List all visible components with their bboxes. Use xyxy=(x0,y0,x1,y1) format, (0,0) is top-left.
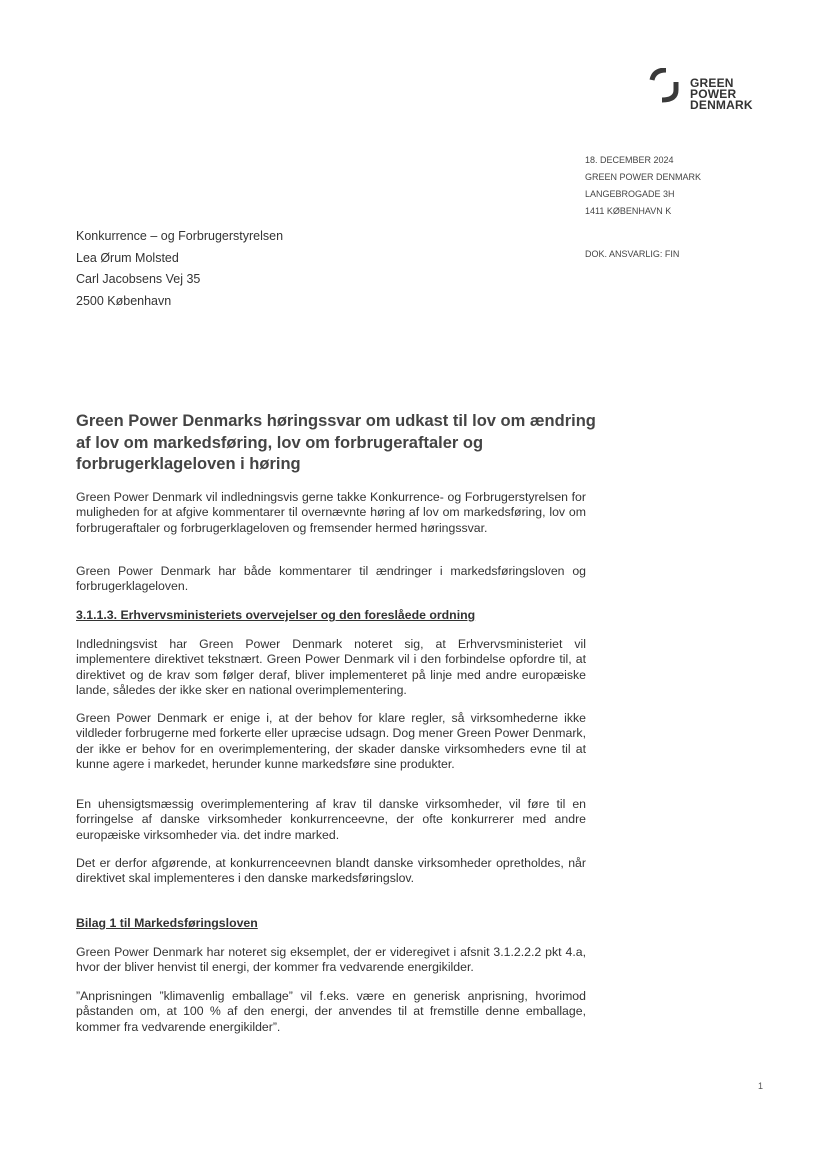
logo-wordmark xyxy=(690,78,753,111)
paragraph-example: Green Power Denmark har noteret sig eksemplet, der er videregivet i afsnit 3.1.2.2.2 pkt 4.a, hvor der bliver henvist til energi, der kommer fra vedvarende energikilder. xyxy=(76,945,586,975)
logo-line-1: GREEN xyxy=(690,76,734,90)
logo-mark-icon xyxy=(648,68,684,104)
paragraph-comments: Green Power Denmark har både kommentarer til ændringer i markedsføringsloven og forbrugerklageloven. xyxy=(76,564,586,594)
paragraph-competitiveness: En uhensigtsmæssig overimplementering af krav til danske virksomheder, vil føre til en forringelse af danske virksomheder konkurrenceevne, der ofte konkurrerer med andre europæiske virksomheder via. det indre marked. xyxy=(76,797,586,842)
sender-block xyxy=(585,152,701,220)
document-title: Green Power Denmarks høringssvar om udkast til lov om ændring af lov om markedsføring, lov om forbrugeraftaler og forbrugerklageloven i høring xyxy=(76,412,596,473)
recipient-street: Carl Jacobsens Vej 35 xyxy=(76,272,201,286)
section-heading-bilag-1: Bilag 1 til Markedsføringsloven xyxy=(76,916,258,930)
letter-date: 18. DECEMBER 2024 xyxy=(585,155,674,165)
paragraph-clear-rules: Green Power Denmark er enige i, at der behov for klare regler, så virksomhederne ikke vildleder forbrugerne med forkerte eller upræcise udsagn. Dog mener Green Power Denmark, der ikke er behov for en overimplementering, der skader danske virksomheders evne til at kunne agere i markedet, herunder kunne markedsføre sine produkter. xyxy=(76,711,586,771)
paragraph-conclusion: Det er derfor afgørende, at konkurrenceevnen blandt danske virksomheder opretholdes, når direktivet skal implementeres i den danske markedsføringslov. xyxy=(76,856,586,886)
page-number: 1 xyxy=(758,1081,764,1091)
recipient-city: 2500 København xyxy=(76,293,172,308)
paragraph-intro: Green Power Denmark vil indledningsvis gerne takke Konkurrence- og Forbrugerstyrelsen for muligheden for at afgive kommentarer til overnævnte høring af lov om markedsføring, lov om forbrugeraftaler og forbrugerklageloven og fremsender hermed høringssvar. xyxy=(76,490,586,535)
section-heading-3-1-1-3: 3.1.1.3. Erhvervsministeriets overvejelser og den foreslåede ordning xyxy=(76,608,476,622)
sender-street: LANGEBROGADE 3H xyxy=(585,189,675,199)
green-power-denmark-logo xyxy=(648,68,768,118)
sender-org: GREEN POWER DENMARK xyxy=(585,172,702,182)
recipient-name: Lea Ørum Molsted xyxy=(76,250,179,265)
recipient-org: Konkurrence – og Forbrugerstyrelsen xyxy=(76,229,284,243)
recipient-block xyxy=(76,226,283,312)
doc-responsible: DOK. ANSVARLIG: FIN xyxy=(585,249,680,259)
logo-line-3: DENMARK xyxy=(690,98,753,112)
sender-city: 1411 KØBENHAVN K xyxy=(585,206,672,216)
logo-line-2: POWER xyxy=(690,87,737,101)
paragraph-implementation: Indledningsvist har Green Power Denmark noteret sig, at Erhvervsministeriet vil implementere direktivet tekstnært. Green Power Denmark vil i den forbindelse opfordre til, at direktivet og de krav som følger deraf, bliver implementeret på linje med andre europæiske lande, således der ikke sker en national overimplementering. xyxy=(76,637,586,697)
paragraph-quote: ”Anprisningen ”klimavenlig emballage” vil f.eks. være en generisk anprisning, hvorimod påstanden om, at 100 % af den energi, der anvendes til at fremstille denne emballage, kommer fra vedvarende energikilder”. xyxy=(76,989,586,1034)
